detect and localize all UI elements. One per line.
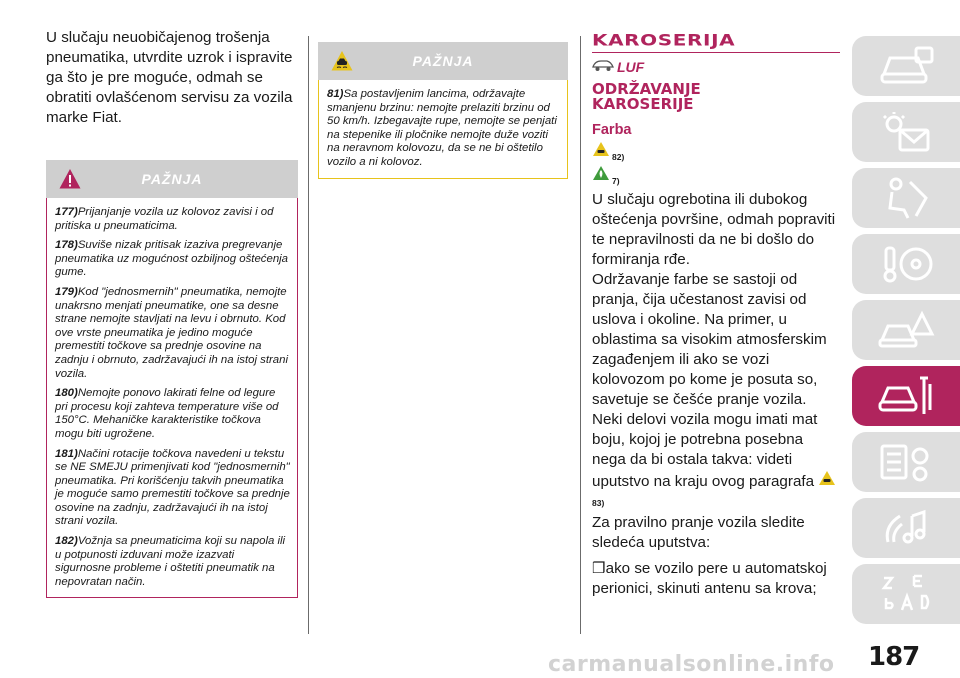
warning-note — [55, 448, 291, 530]
paragraph: U slučaju ogrebotina ili dubokog oštećenja površine, odmah popraviti te nepravilnosti da ne bi došlo do formiranja rđe. — [592, 191, 836, 268]
heading-paint: Farba — [592, 122, 632, 138]
tab-index[interactable] — [852, 564, 960, 624]
page-number: 187 — [868, 642, 920, 672]
car-warning-icon — [818, 473, 836, 490]
note-number: 179) — [55, 285, 78, 298]
warning-note — [55, 239, 291, 280]
warning-box — [46, 198, 298, 598]
bullet-item — [592, 559, 840, 599]
warning-note — [55, 535, 291, 589]
warning-header — [318, 42, 568, 80]
car-logo-icon — [592, 58, 614, 77]
alphabetical-index-icon — [876, 572, 936, 616]
note-text: Načini rotacije točkova navedeni u tekstu se NE SMEJU primenjivati kod "jednosmernih" pneumatika. Pri korišćenju takvih pneumatika je moguće samo premestiti točkove sa prednje osovine na zadnju, zadržavajući ih na istoj strani vozila. — [55, 447, 290, 528]
intro-paragraph: U slučaju neuobičajenog trošenja pneumatika, utvrdite uzrok i ispravite ga što je pre moguće, odmah se obratiti ovlašćenom servisu za vozila marke Fiat. — [46, 29, 293, 126]
tab-technical-data[interactable] — [852, 432, 960, 492]
specs-gears-icon — [876, 440, 936, 484]
section-title: KAROSERIJA — [592, 30, 736, 50]
section-rule — [592, 52, 840, 53]
note-number: 177) — [55, 206, 78, 218]
watermark: carmanualsonline.info — [548, 652, 835, 677]
note-number: 182) — [55, 535, 78, 548]
car-skid-warning-icon — [330, 49, 354, 78]
chapter-tabs — [852, 36, 960, 630]
note-text: Prijanjanje vozila uz kolovoz zavisi i od pritiska u pneumaticima. — [55, 206, 274, 232]
middle-column — [318, 42, 568, 179]
brand-logo — [592, 58, 840, 76]
car-breakdown-icon — [876, 308, 936, 352]
warning-title: PAŽNJA — [141, 171, 203, 187]
note-text: Sa postavljenim lancima, održavajte smanjenu brzinu: nemojte prelaziti brzinu od 50 km/h. Izbegavajte rupe, nemojte se penjati na stepenike ili pločnike nemojte duže voziti na neravnom kolovozu, da se ne bi oštetilo vozilo a ni kolovoz. — [327, 88, 557, 168]
paragraph: Za pravilno pranje vozila sledite sledeća uputstva: — [592, 514, 805, 551]
body-text — [592, 190, 840, 599]
tab-warning-lights[interactable] — [852, 102, 960, 162]
reference-row — [592, 166, 840, 186]
reference-number: 7) — [612, 176, 620, 186]
environment-icon — [592, 165, 610, 186]
key-steering-wheel-icon — [876, 242, 936, 286]
right-column — [592, 30, 840, 599]
multimedia-icon — [876, 506, 936, 550]
tab-servicing-care[interactable] — [852, 366, 960, 426]
logo-text: LUF — [617, 59, 645, 75]
tab-safety[interactable] — [852, 168, 960, 228]
warning-box — [318, 80, 568, 179]
tab-starting-driving[interactable] — [852, 234, 960, 294]
reference-row — [592, 142, 840, 162]
paragraph: Održavanje farbe se sastoji od pranja, čija učestanost zavisi od uslova i okoline. Na primer, u oblastima sa visokim atmosferskim zagađenjem ili ako se vozi kolovozom po kome je posuta so, savetuje se češće pranje vozila. — [592, 271, 827, 408]
tab-emergency[interactable] — [852, 300, 960, 360]
tab-multimedia[interactable] — [852, 498, 960, 558]
subsection-title: ODRŽAVANJE — [592, 80, 701, 98]
car-wrench-icon — [876, 374, 936, 418]
note-text: Vožnja sa pneumaticima koji su napola ili u potpunosti izduvani može izazvati sigurnosne probleme i oštetiti pneumatik na nepovratan način. — [55, 535, 286, 588]
note-text: Nemojte ponovo lakirati felne od legure pri procesu koji zahteva temperature više od 150°C. Mehaničke karakteristike točkova mogu biti ugrožene. — [55, 387, 279, 440]
bullet-text: ako se vozilo pere u automatskoj perionici, skinuti antenu sa krova; — [592, 560, 827, 597]
column-divider — [580, 36, 581, 634]
bullet-marker: ❒ — [592, 560, 606, 577]
warning-note — [55, 387, 291, 441]
warning-note — [55, 206, 291, 233]
note-number: 181) — [55, 447, 78, 460]
warning-title: PAŽNJA — [412, 53, 474, 69]
warning-note — [327, 88, 561, 170]
warning-lights-mail-icon — [876, 110, 936, 154]
car-dashboard-icon — [876, 44, 936, 88]
note-number: 180) — [55, 387, 78, 400]
warning-triangle-icon — [58, 167, 82, 196]
note-text: Suviše nizak pritisak izaziva pregrevanje pneumatika uz mogućnost ozbiljnog oštećenja gume. — [55, 239, 289, 279]
warning-note — [55, 286, 291, 381]
paragraph: Neki delovi vozila mogu imati mat boju, kojoj je potrebna posebna nega da bi ostala takva: videti uputstvo na kraju ovog paragrafa — [592, 411, 818, 490]
note-number: 81) — [327, 88, 344, 100]
note-text: Kod "jednosmernih" pneumatika, nemojte unakrsno menjati pneumatike, one sa desne strane nemojte stavljati na levu i obrnuto. Kod ove vrste pneumatika je jedino moguće premestiti točkove sa prednje osovine na zadnju i obrnuto, zadržavajući ih na istoj strani vozila. — [55, 285, 289, 380]
tab-dashboard[interactable] — [852, 36, 960, 96]
reference-number: 82) — [612, 152, 625, 162]
subsection-title: KAROSERIJE — [592, 95, 694, 113]
airbag-seat-icon — [876, 176, 936, 220]
note-number: 178) — [55, 239, 78, 252]
column-divider — [308, 36, 309, 634]
car-warning-icon — [592, 141, 610, 162]
left-column — [46, 28, 298, 598]
reference-number: 83) — [592, 498, 605, 508]
warning-header — [46, 160, 298, 198]
